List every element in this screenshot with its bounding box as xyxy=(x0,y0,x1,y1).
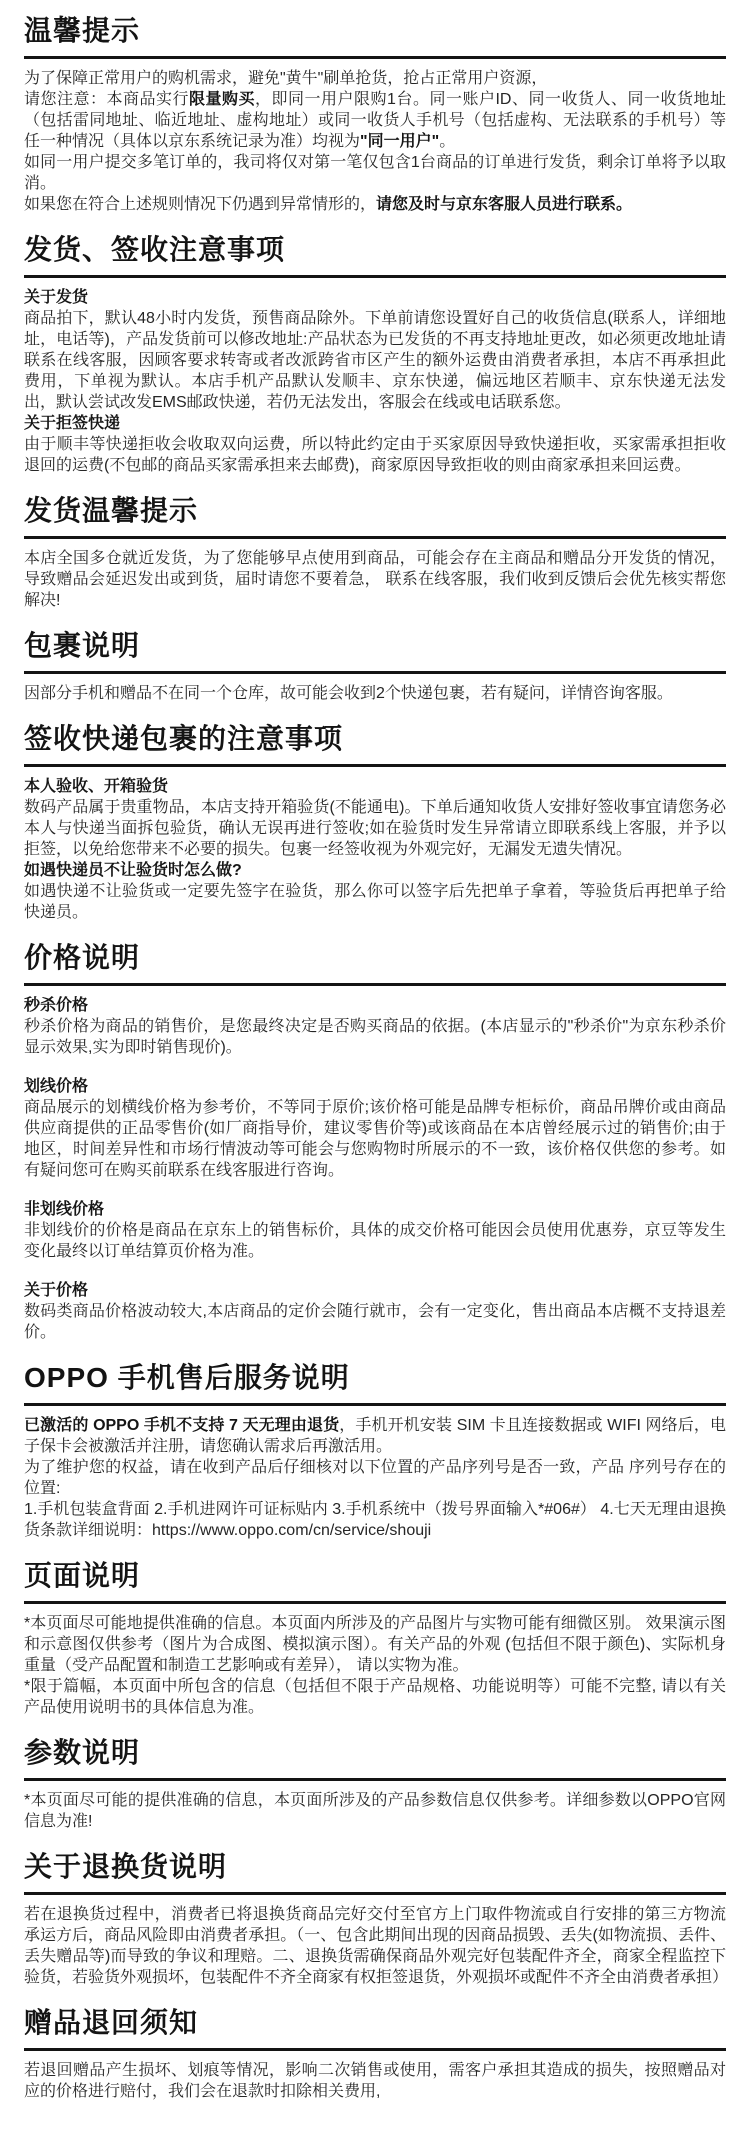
text-run: 商品展示的划横线价格为参考价，不等同于原价;该价格可能是品牌专柜标价，商品吊牌价或由商品供应商提供的正品零售价(如厂商指导价，建议零售价等)或该商品在本店曾经展示过的销售价;由于地区，时间差异性和市场行情波动等可能会与您购物时所展示的不一致，该价格仅供您的参考。如有疑问您可在购买前联系在线客服进行咨询。 xyxy=(24,1099,726,1179)
paragraph xyxy=(24,152,726,194)
text-run: 。 xyxy=(439,133,456,150)
text-run: 秒杀价格 xyxy=(24,997,89,1014)
text-run: ，即同一用户限购1台。同一账户ID、同一收货人、同一收货地址（包括雷同地址、临近地址、虚构地址）或同一收货人手机号（包括虚构、无法联系的手机号）等任一种情况（具体以京东系统记录为准）均视为 xyxy=(24,91,726,150)
subheading xyxy=(24,860,726,881)
section-shipping-signing-notes xyxy=(24,233,726,476)
subheading xyxy=(24,995,726,1016)
paragraph xyxy=(24,1613,726,1676)
text-run: 若在退换货过程中，消费者已将退换货商品完好交付至官方上门取件物流或自行安排的第三方物流承运方后，商品风险即由消费者承担。（一、包含此期间出现的因商品损毁、丢失(如物流损、丢件、丢失赠品等)而导致的争议和理赔。二、退换货需确保商品外观完好包装配件齐全，商家全程监控下验货，若验货外观损坏，包装配件不齐全商家有权拒签退货，外观损坏或配件不齐全由消费者承担） xyxy=(24,1906,729,1986)
paragraph xyxy=(24,1220,726,1262)
divider xyxy=(24,56,726,59)
text-run: 本人验收、开箱验货 xyxy=(24,778,169,795)
text-run: 如遇快递员不让验货时怎么做? xyxy=(24,862,242,879)
section-return-exchange-info xyxy=(24,1850,729,1988)
subheading xyxy=(24,1076,726,1097)
divider xyxy=(24,983,726,986)
divider xyxy=(24,2048,726,2051)
section-title: OPPO 手机售后服务说明 xyxy=(24,1362,350,1393)
text-run-bold: 已激活的 OPPO 手机不支持 7 天无理由退货 xyxy=(24,1417,340,1434)
divider xyxy=(24,671,726,674)
text-run service-url: 1.手机包装盒背面 2.手机进网许可证标贴内 3.手机系统中（拨号界面输入*#06#） 4.七天无理由退换货条款详细说明：https://www.oppo.com/cn/service/shouji xyxy=(24,1501,726,1539)
section-oppo-after-sales xyxy=(24,1361,726,1541)
section-page-info xyxy=(24,1559,726,1718)
divider xyxy=(24,764,726,767)
paragraph xyxy=(24,434,726,476)
section-title: 签收快递包裹的注意事项 xyxy=(24,723,344,754)
text-run: 如遇快递不让验货或一定要先签字在验货，那么你可以签字后先把单子拿着，等验货后再把单子给快递员。 xyxy=(24,883,726,921)
section-title: 发货、签收注意事项 xyxy=(24,234,286,265)
paragraph xyxy=(24,797,726,860)
subheading xyxy=(24,287,726,308)
divider xyxy=(24,536,726,539)
paragraph xyxy=(24,2060,726,2102)
text-run: 数码类商品价格波动较大,本店商品的定价会随行就市，会有一定变化，售出商品本店概不支持退差价。 xyxy=(24,1303,726,1341)
section-package-receiving-notes xyxy=(24,722,726,923)
divider xyxy=(24,1601,726,1604)
paragraph xyxy=(24,881,726,923)
section-title: 包裹说明 xyxy=(24,630,141,661)
text-run: 数码产品属于贵重物品，本店支持开箱验货(不能通电)。下单后通知收货人安排好签收事宜请您务必本人与快递当面拆包验货，确认无误再进行签收;如在验货时发生异常请立即联系线上客服，并予以拒签，以免给您带来不必要的损失。包裹一经签收视为外观完好，无漏发无遗失情况。 xyxy=(24,799,726,858)
text-run: 非划线价格 xyxy=(24,1201,105,1218)
section-price-info xyxy=(24,941,726,1343)
text-run: 为了维护您的权益，请在收到产品后仔细核对以下位置的产品序列号是否一致，产品 序列号存在的位置: xyxy=(24,1459,726,1497)
section-title: 发货温馨提示 xyxy=(24,495,199,526)
text-run: 如果您在符合上述规则情况下仍遇到异常情形的， xyxy=(24,196,377,213)
section-title: 关于退换货说明 xyxy=(24,1851,228,1882)
paragraph xyxy=(24,1790,726,1832)
paragraph xyxy=(24,683,726,704)
text-run: 如同一用户提交多笔订单的，我司将仅对第一笔仅包含1台商品的订单进行发货，剩余订单将予以取消。 xyxy=(24,154,726,192)
paragraph xyxy=(24,1097,726,1181)
text-run: *本页面尽可能地提供准确的信息。本页面内所涉及的产品图片与实物可能有细微区别。 效果演示图和示意图仅供参考（图片为合成图、模拟演示图）。有关产品的外观 (包括但不限于颜色)、实际机身重量（受产品配置和制造工艺影响或有差异）， 请以实物为准。 xyxy=(24,1615,726,1674)
paragraph xyxy=(24,1016,726,1058)
section-package-info xyxy=(24,629,726,704)
paragraph xyxy=(24,548,726,611)
subheading xyxy=(24,776,726,797)
text-run: 本店全国多仓就近发货，为了您能够早点使用到商品，可能会存在主商品和赠品分开发货的情况，导致赠品会延迟发出或到货，届时请您不要着急， 联系在线客服，我们收到反馈后会优先核实帮您解决! xyxy=(24,550,726,609)
subheading xyxy=(24,413,726,434)
text-run: 划线价格 xyxy=(24,1078,89,1095)
section-title: 价格说明 xyxy=(24,942,141,973)
subheading xyxy=(24,1280,726,1301)
text-run: 若退回赠品产生损坏、划痕等情况，影响二次销售或使用，需客户承担其造成的损失，按照赠品对应的价格进行赔付，我们会在退款时扣除相关费用, xyxy=(24,2062,726,2100)
paragraph xyxy=(24,194,726,215)
text-run: 关于发货 xyxy=(24,289,89,306)
paragraph xyxy=(24,1457,726,1499)
text-run: 非划线价的价格是商品在京东上的销售标价，具体的成交价格可能因会员使用优惠券，京豆等发生变化最终以订单结算页价格为准。 xyxy=(24,1222,726,1260)
text-run: 由于顺丰等快递拒收会收取双向运费，所以特此约定由于买家原因导致快递拒收，买家需承担拒收退回的运费(不包邮的商品买家需承担来去邮费)，商家原因导致拒收的则由商家承担来回运费。 xyxy=(24,436,726,474)
section-warm-tips xyxy=(24,14,726,215)
divider xyxy=(24,275,726,278)
paragraph xyxy=(24,1415,726,1457)
text-run: ，手机开机安装 SIM 卡且连接数据或 WIFI 网络后，电子保卡会被激活并注册，请您确认需求后再激活用。 xyxy=(24,1417,726,1455)
divider xyxy=(24,1403,726,1406)
paragraph xyxy=(24,1499,726,1541)
divider xyxy=(24,1778,726,1781)
paragraph xyxy=(24,308,726,413)
section-title: 温馨提示 xyxy=(24,15,141,46)
section-shipping-warm-tips xyxy=(24,494,726,611)
text-run-bold: "同一用户" xyxy=(360,133,440,150)
subheading xyxy=(24,1199,726,1220)
section-gift-return-notice xyxy=(24,2006,726,2102)
text-run: 请您注意：本商品实行 xyxy=(24,91,190,108)
text-run: 为了保障正常用户的购机需求，避免"黄牛"刷单抢货，抢占正常用户资源， xyxy=(24,70,548,87)
text-run: 关于价格 xyxy=(24,1282,89,1299)
text-run-bold: 请您及时与京东客服人员进行联系。 xyxy=(376,196,633,213)
text-run: 秒杀价格为商品的销售价，是您最终决定是否购买商品的依据。(本店显示的"秒杀价"为京东秒杀价显示效果,实为即时销售现价)。 xyxy=(24,1018,726,1056)
paragraph xyxy=(24,1301,726,1343)
paragraph xyxy=(24,1676,726,1718)
paragraph xyxy=(24,89,726,152)
text-run: 商品拍下，默认48小时内发货，预售商品除外。下单前请您设置好自己的收货信息(联系人，详细地址，电话等)，产品发货前可以修改地址:产品状态为已发货的不再支持地址更改，如必须更改地址请联系在线客服，因顾客要求转寄或者改派跨省市区产生的额外运费由消费者承担，本店不再承担此费用，下单视为默认。本店手机产品默认发顺丰、京东快递，偏远地区若顺丰、京东快递无法发出，默认尝试改发EMS邮政快递，若仍无法发出，客服会在线或电话联系您。 xyxy=(24,310,726,411)
divider xyxy=(24,1892,726,1895)
section-title: 页面说明 xyxy=(24,1560,141,1591)
text-run: *限于篇幅，本页面中所包含的信息（包括但不限于产品规格、功能说明等）可能不完整, 请以有关产品使用说明书的具体信息为准。 xyxy=(24,1678,726,1716)
text-run: 因部分手机和赠品不在同一个仓库，故可能会收到2个快递包裹，若有疑问，详情咨询客服。 xyxy=(24,685,673,702)
text-run-bold: 限量购买 xyxy=(189,91,256,108)
paragraph xyxy=(24,68,726,89)
section-title: 赠品退回须知 xyxy=(24,2007,199,2038)
text-run: 关于拒签快递 xyxy=(24,415,121,432)
section-title: 参数说明 xyxy=(24,1737,141,1768)
section-params-info xyxy=(24,1736,726,1832)
paragraph xyxy=(24,1904,729,1988)
text-run: *本页面尽可能的提供准确的信息，本页面所涉及的产品参数信息仅供参考。详细参数以OPPO官网信息为准! xyxy=(24,1792,726,1830)
